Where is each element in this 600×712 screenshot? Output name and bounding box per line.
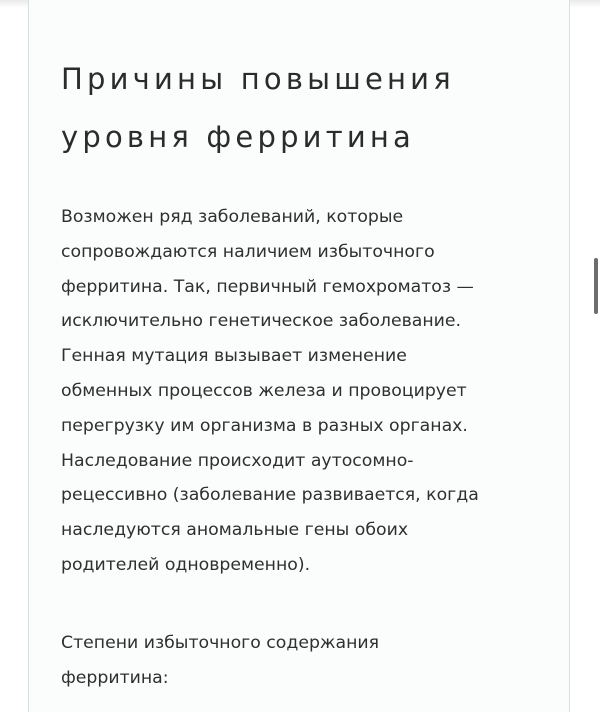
article-paragraph-1: [61, 200, 566, 583]
paragraph-line: Степени избыточного содержания: [61, 633, 380, 653]
article-paragraph-2: [61, 626, 566, 696]
paragraph-line: наследуются аномальные гены обоих: [61, 520, 409, 541]
article-card: [28, 0, 570, 712]
paragraph-line: ферритина. Так, первичный гемохроматоз —: [61, 276, 474, 297]
paragraph-line: Возможен ряд заболеваний, которые: [61, 207, 404, 227]
paragraph-line: Генная мутация вызывает изменение: [61, 346, 407, 367]
paragraph-line: родителей одновременно).: [61, 554, 311, 575]
paragraph-line: Наследование происходит аутосомно-: [61, 450, 414, 471]
paragraph-line: ферритина:: [61, 667, 169, 688]
paragraph-line: исключительно генетическое заболевание.: [61, 311, 462, 332]
heading-line-1: Причины повышения: [61, 62, 455, 96]
heading-line-2: уровня ферритина: [61, 120, 415, 154]
article-heading: [61, 50, 561, 166]
paragraph-line: перегрузку им организма в разных органах.: [61, 415, 468, 436]
paragraph-line: рецессивно (заболевание развивается, когда: [61, 485, 479, 506]
paragraph-line: сопровождаются наличием избыточного: [61, 241, 435, 262]
page-scrollbar-thumb[interactable]: [594, 258, 598, 314]
paragraph-line: обменных процессов железа и провоцирует: [61, 380, 467, 401]
